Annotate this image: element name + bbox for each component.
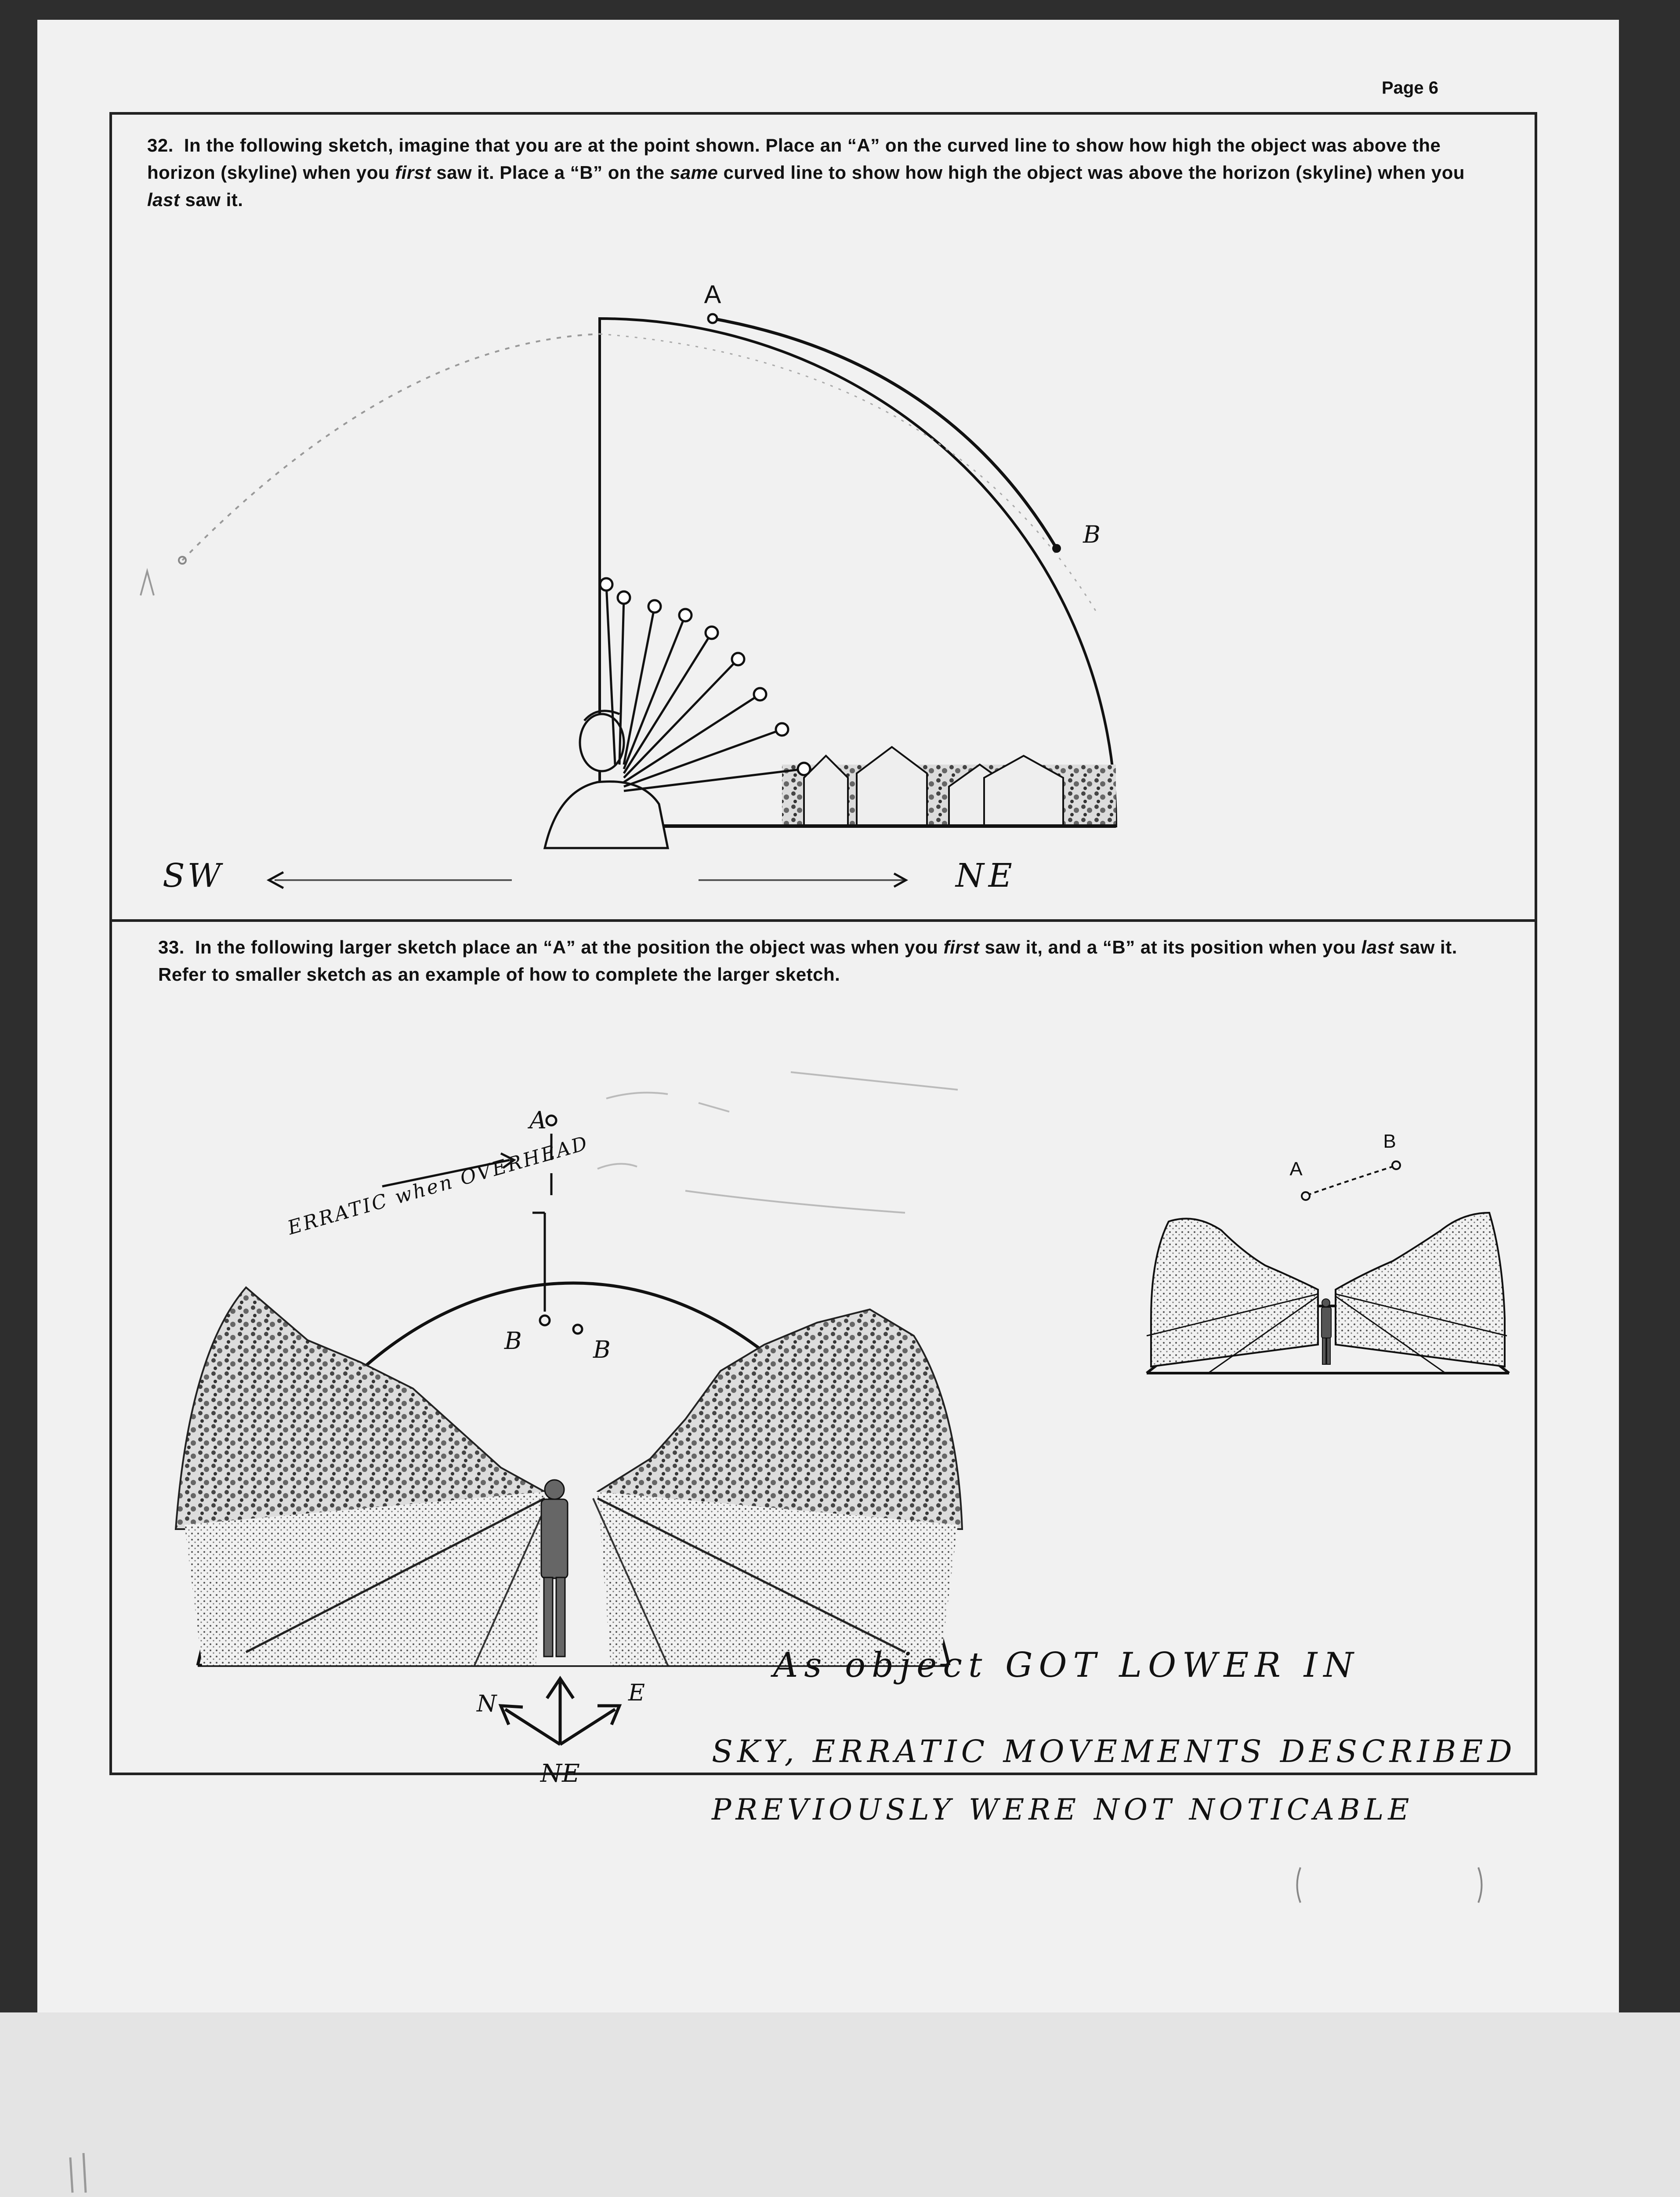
q33-faint-erased-marks [597, 1072, 958, 1213]
q32-observer [545, 578, 810, 848]
q33-left-buildings [176, 1287, 545, 1529]
q33-example-sketch [1147, 1161, 1509, 1373]
q32-marker-a-dot [708, 314, 717, 323]
q32-direction-sw: SW [163, 857, 224, 895]
q32-skyline [600, 747, 1116, 826]
q33-text-2: saw it, and a “B” at its position when you [979, 937, 1361, 957]
q32-same: same [670, 162, 718, 183]
q32-text-4: saw it. [180, 189, 243, 210]
q33-last: last [1361, 937, 1394, 957]
q32-marker-b-dot [1052, 544, 1061, 553]
q33-example-marker-a: A [1289, 1158, 1303, 1180]
q32-sky-quadrant [600, 319, 1116, 826]
question-32-number: 32. [147, 135, 174, 156]
q33-text-3: saw it. Refer to smaller sketch as an example of how to complete the larger sketch. [158, 937, 1457, 985]
q33-first: first [943, 937, 980, 957]
q33-large-marker-a: A [529, 1106, 547, 1134]
q33-text-1: In the following larger sketch place an “A” at the position the object was when you [195, 937, 944, 957]
q32-faint-arc [182, 334, 600, 560]
handwritten-note-line-3: PREVIOUSLY WERE NOT NOTICABLE [712, 1793, 1414, 1827]
q33-example-marker-b: B [1383, 1131, 1396, 1152]
handwritten-note-line-1: As object GOT LOWER IN [773, 1646, 1360, 1685]
page-number: Page 6 [1382, 78, 1438, 98]
q32-faint-a-glyph [141, 571, 154, 595]
question-33-number: 33. [158, 937, 185, 957]
film-edge-marks [66, 2153, 112, 2197]
q32-marker-b: B [1083, 521, 1101, 548]
q32-last: last [147, 189, 180, 210]
q32-first: first [395, 162, 431, 183]
handwritten-note-line-2: SKY, ERRATIC MOVEMENTS DESCRIBED [712, 1733, 1517, 1769]
q32-text-2: saw it. Place a “B” on the [431, 162, 670, 183]
q33-large-marker-b1: B [504, 1327, 522, 1355]
q32-faint-arc-right [600, 334, 1098, 615]
q33-right-trees [597, 1309, 962, 1529]
q32-marker-a: A [704, 280, 721, 309]
q32-direction-ne: NE [956, 857, 1017, 895]
q32-text-3: curved line to show how high the object was above the horizon (skyline) when you [718, 162, 1465, 183]
q32-object-path [713, 319, 1057, 548]
compass-n-label: N [477, 1691, 497, 1717]
compass-e-label: E [628, 1680, 645, 1706]
q33-erratic-note: ERRATIC when OVERHEAD [285, 1131, 591, 1240]
q33-large-marker-b2: B [593, 1336, 611, 1363]
compass-ne-label: NE [540, 1759, 580, 1788]
q33-compass [501, 1679, 619, 1744]
q32-text-1: In the following sketch, imagine that you are at the point shown. Place an “A” on the curved line to show how high the object was above the horizon (skyline) when you [147, 135, 1441, 183]
